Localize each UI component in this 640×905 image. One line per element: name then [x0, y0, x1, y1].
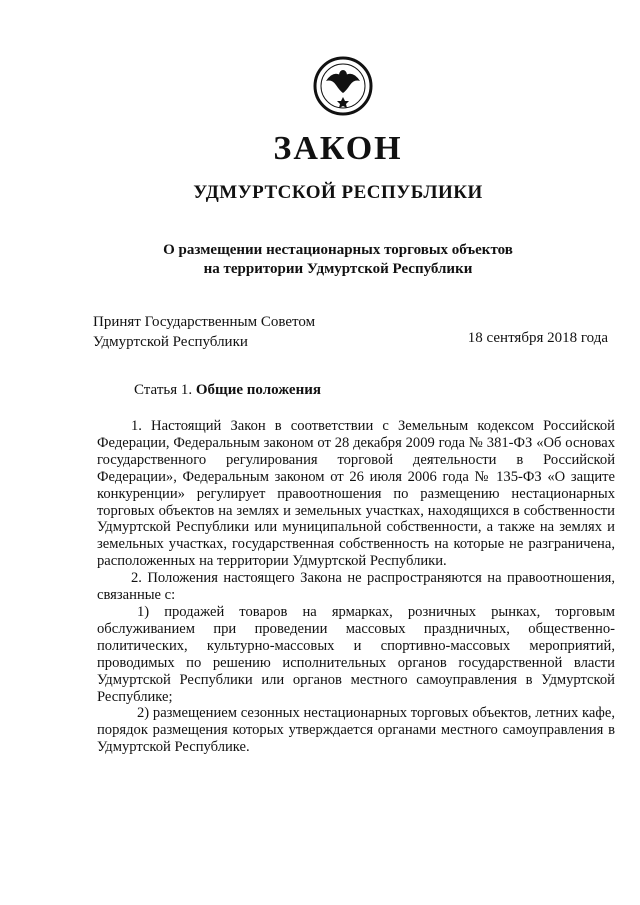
- law-name-line-1: О размещении нестационарных торговых объектов: [163, 242, 513, 258]
- udmurtia-coat-of-arms-icon: [312, 55, 374, 117]
- article-heading: [134, 382, 321, 399]
- paragraph: 2) размещением сезонных нестационарных торговых объектов, летних кафе, порядок размещения которых утверждается органами местного самоуправления в Удмуртской Республике.: [97, 705, 615, 756]
- article-body: [97, 418, 615, 756]
- article-prefix: Статья 1.: [134, 382, 193, 398]
- article-title: Общие положения: [195, 382, 321, 398]
- adoption-date: 18 сентября 2018 года: [467, 330, 608, 346]
- document-title: ЗАКОН: [273, 130, 403, 167]
- paragraph: 2. Положения настоящего Закона не распространяются на правоотношения, связанные с:: [97, 570, 615, 604]
- adoption-line-1: Принят Государственным Советом: [93, 314, 316, 330]
- paragraph: 1) продажей товаров на ярмарках, розничных рынках, торговым обслуживанием при проведении массовых праздничных, общественно-политических, культурно-массовых и спортивно-массовых мероприятий, проводимых по решению исполнительных органов государственной власти Удмуртской Республики или органов местного самоуправления в Удмуртской Республике;: [97, 603, 615, 705]
- document-subtitle: УДМУРТСКОЙ РЕСПУБЛИКИ: [193, 182, 483, 203]
- law-name-line-2: на территории Удмуртской Республики: [203, 261, 473, 277]
- adoption-block: [93, 312, 315, 352]
- adoption-line-2: Удмуртской Республики: [93, 334, 248, 350]
- paragraph: 1. Настоящий Закон в соответствии с Земельным кодексом Российской Федерации, Федеральным законом от 28 декабря 2009 года № 381-ФЗ «Об основах государственного регулирования торговой деятельности в Российской Федерации», Федеральным законом от 26 июля 2006 года № 135-ФЗ «О защите конкуренции» регулирует правоотношения по размещению нестационарных торговых объектов на землях и земельных участках, находящихся в собственности Удмуртской Республики или муниципальной собственности, а также на землях и земельных участках, государственная собственность на которые не разграничена, расположенных на территории Удмуртской Республики.: [97, 418, 615, 570]
